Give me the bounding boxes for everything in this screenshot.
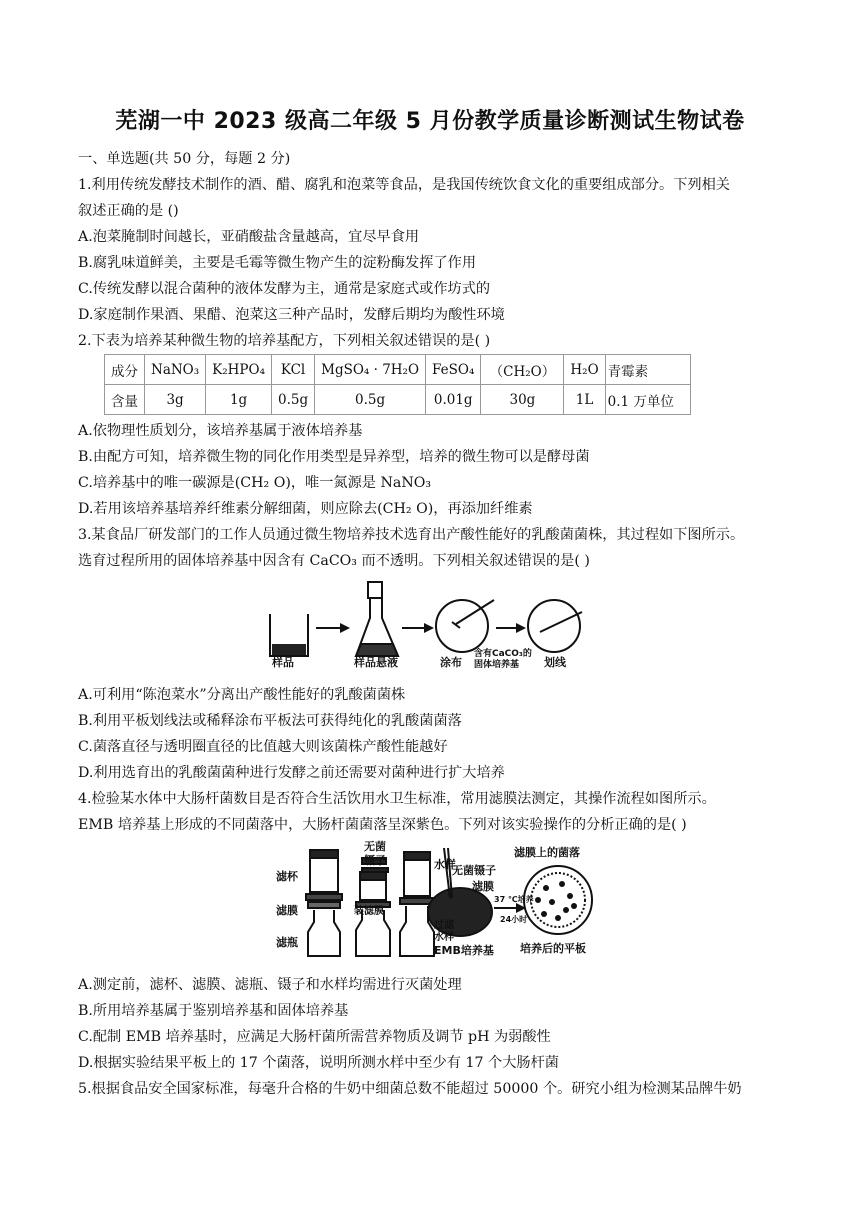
label-water: 水样 — [434, 858, 456, 871]
label-cup: 滤杯 — [276, 870, 298, 883]
table-cell: 30g — [481, 385, 564, 415]
label-spread: 涂布 — [440, 656, 462, 669]
q2-option-d: D.若用该培养基培养纤维素分解细菌，则应除去(CH₂ O)，再添加纤维素 — [78, 501, 533, 517]
q4-option-b: B.所用培养基属于鉴别培养基和固体培养基 — [78, 1003, 349, 1019]
q4-stem: 4.检验某水体中大肠杆菌数目是否符合生活饮用水卫生标准，常用滤膜法测定，其操作流程如图所示。 — [78, 791, 716, 807]
q1-option-a: A.泡菜腌制时间越长，亚硝酸盐含量越高，宜尽早食用 — [78, 229, 420, 245]
q3-stem-cont: 选育过程所用的固体培养基中因含有 CaCO₃ 而不透明。下列相关叙述错误的是( ) — [78, 553, 590, 569]
label-sterile: 无菌 — [364, 840, 386, 853]
q3-option-b: B.利用平板划线法或稀释涂布平板法可获得纯化的乳酸菌菌落 — [78, 713, 462, 729]
arrow-3-head — [516, 623, 526, 633]
arrow-1-head — [340, 623, 350, 633]
q1-option-c: C.传统发酵以混合菌种的液体发酵为主，通常是家庭式或作坊式的 — [78, 281, 491, 297]
flask-icon — [356, 582, 398, 656]
label-streak: 划线 — [544, 656, 566, 669]
q1-stem-cont: 叙述正确的是 () — [78, 203, 179, 219]
label-filter-1: 过滤 — [434, 920, 454, 931]
q2-stem: 2.下表为培养某种微生物的培养基配方，下列相关叙述错误的是( ) — [78, 333, 491, 349]
table-cell: 青霉素 — [605, 355, 690, 385]
petri-dish-spread-icon — [436, 600, 494, 652]
table-cell: KCl — [272, 355, 315, 385]
label-medium-2: 固体培养基 — [474, 660, 520, 670]
beaker-icon — [270, 614, 308, 656]
q2-option-b: B.由配方可知，培养微生物的同化作用类型是异养型，培养的微生物可以是酵母菌 — [78, 449, 590, 465]
q4-option-d: D.根据实验结果平板上的 17 个菌落，说明所测水样中至少有 17 个大肠杆菌 — [78, 1055, 559, 1071]
q4-option-a: A.测定前，滤杯、滤膜、滤瓶、镊子和水样均需进行灭菌处理 — [78, 977, 462, 993]
q3-stem: 3.某食品厂研发部门的工作人员通过微生物培养技术选育出产酸性能好的乳酸菌菌株，其过程如下图所示。 — [78, 527, 745, 543]
table-cell: H₂O — [564, 355, 605, 385]
table-cell: 1g — [206, 385, 272, 415]
table-row — [105, 355, 691, 385]
label-mount: 装滤膜 — [354, 906, 384, 917]
table-cell: 0.1 万单位 — [605, 385, 690, 415]
table-cell: 成分 — [105, 355, 145, 385]
table-cell: K₂HPO₄ — [206, 355, 272, 385]
label-emb: EMB培养基 — [434, 944, 494, 957]
result-plate-icon — [524, 866, 592, 934]
section-heading: 一、单选题(共 50 分，每题 2 分) — [78, 151, 291, 167]
q3-option-c: C.菌落直径与透明圈直径的比值越大则该菌株产酸性能越好 — [78, 739, 448, 755]
table-cell: 0.5g — [272, 385, 315, 415]
label-plate: 培养后的平板 — [520, 942, 586, 955]
q3-option-d: D.利用选育出的乳酸菌菌种进行发酵之前还需要对菌种进行扩大培养 — [78, 765, 505, 781]
label-medium-1: 含有CaCO₃的 — [474, 649, 532, 659]
q4-option-c: C.配制 EMB 培养基时，应满足大肠杆菌所需营养物质及调节 pH 为弱酸性 — [78, 1029, 551, 1045]
table-cell: 1L — [564, 385, 605, 415]
q4-process-figure — [270, 838, 596, 964]
table-cell: 0.01g — [426, 385, 481, 415]
table-cell: NaNO₃ — [145, 355, 206, 385]
q5-stem: 5.根据食品安全国家标准，每毫升合格的牛奶中细菌总数不能超过 50000 个。研究小组为检测某品牌牛奶 — [78, 1081, 742, 1097]
table-cell: FeSO₄ — [426, 355, 481, 385]
label-tweezers: 镊子 — [364, 854, 386, 867]
q4-stem-cont: EMB 培养基上形成的不同菌落中，大肠杆菌菌落呈深紫色。下列对该实验操作的分析正确的是( ) — [78, 817, 687, 833]
filter-assembly-icon — [306, 850, 342, 956]
table-cell: 含量 — [105, 385, 145, 415]
petri-dish-streak-icon — [528, 600, 582, 652]
label-sterile-tweezers: 无菌镊子 — [452, 864, 496, 877]
page-title: 芜湖一中 2023 级高二年级 5 月份教学质量诊断测试生物试卷 — [115, 109, 745, 134]
label-filter-2: 水样 — [434, 932, 454, 943]
label-incubate-2: 24小时 — [500, 915, 528, 924]
label-bottle: 滤瓶 — [276, 936, 298, 949]
q2-option-a: A.依物理性质划分，该培养基属于液体培养基 — [78, 423, 363, 439]
q1-option-b: B.腐乳味道鲜美，主要是毛霉等微生物产生的淀粉酶发挥了作用 — [78, 255, 477, 271]
table-cell: MgSO₄ · 7H₂O — [315, 355, 426, 385]
table-row — [105, 385, 691, 415]
label-suspension: 样品悬液 — [354, 656, 398, 669]
arrow-2-head — [424, 623, 434, 633]
label-colonies: 滤膜上的菌落 — [514, 846, 580, 859]
label-incubate-1: 37 ℃培养 — [494, 895, 534, 904]
q2-option-c: C.培养基中的唯一碳源是(CH₂ O)，唯一氮源是 NaNO₃ — [78, 475, 432, 491]
table-cell: （CH₂O） — [481, 355, 564, 385]
q1-option-d: D.家庭制作果酒、果醋、泡菜这三种产品时，发酵后期均为酸性环境 — [78, 307, 505, 323]
label-membrane-2: 滤膜 — [472, 880, 494, 893]
table-cell: 3g — [145, 385, 206, 415]
table-cell: 0.5g — [315, 385, 426, 415]
q3-process-figure — [264, 578, 604, 670]
q1-stem: 1.利用传统发酵技术制作的酒、醋、腐乳和泡菜等食品，是我国传统饮食文化的重要组成部分。下列相关 — [78, 177, 730, 193]
recipe-table — [104, 354, 691, 415]
label-sample: 样品 — [272, 656, 294, 669]
q3-option-a: A.可利用“陈泡菜水”分离出产酸性能好的乳酸菌菌株 — [78, 687, 406, 703]
label-membrane: 滤膜 — [276, 904, 298, 917]
